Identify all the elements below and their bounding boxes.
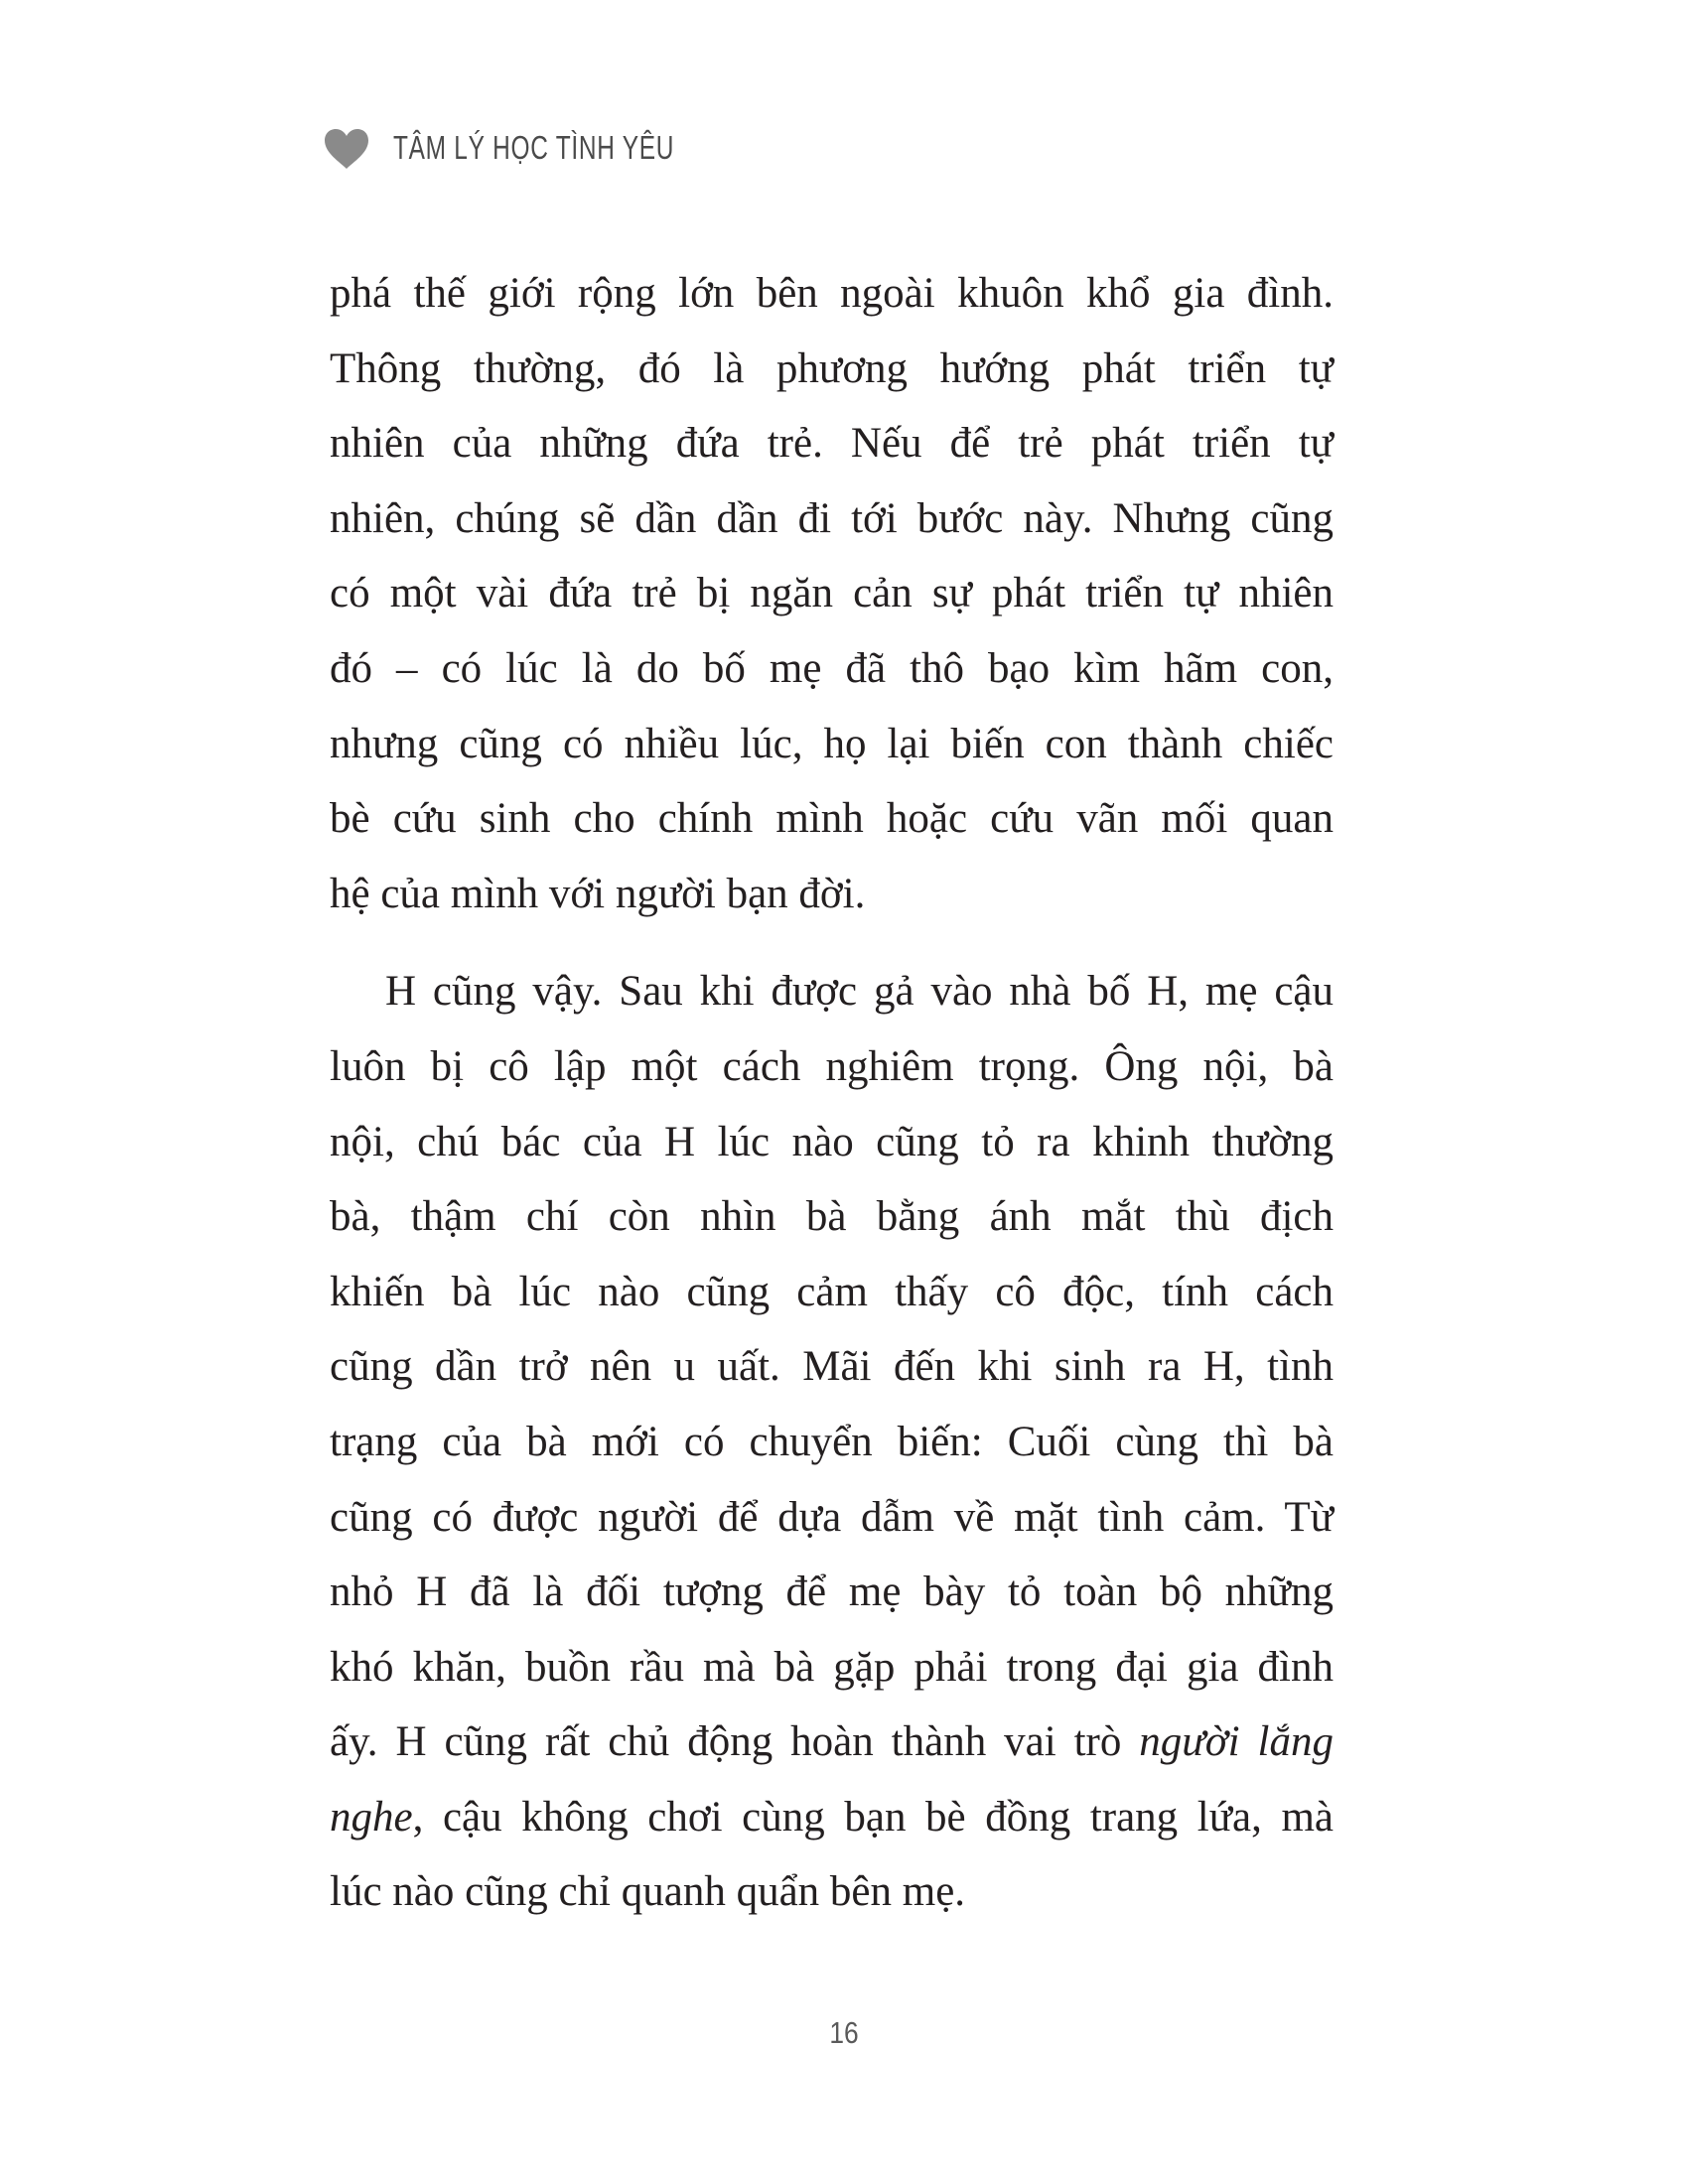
text-line: khiến bà lúc nào cũng cảm thấy cô độc, tính cách — [330, 1268, 1334, 1315]
text-line: Thông thường, đó là phương hướng phát triển tự — [330, 344, 1334, 392]
text-line: nội, chú bác của H lúc nào cũng tỏ ra khinh thường — [330, 1118, 1334, 1165]
text-run: ấy. H cũng rất chủ động hoàn thành vai trò — [330, 1718, 1140, 1766]
text-line: bè cứu sinh cho chính mình hoặc cứu vãn mối quan — [330, 795, 1334, 843]
text-line: nhưng cũng có nhiều lúc, họ lại biến con thành chiếc — [330, 720, 1334, 767]
text-line: cũng dần trở nên u uất. Mãi đến khi sinh ra H, tình — [330, 1343, 1334, 1391]
text-line: lúc nào cũng chỉ quanh quẩn bên mẹ. — [330, 1868, 966, 1916]
text-line: trạng của bà mới có chuyển biến: Cuối cùng thì bà — [330, 1418, 1334, 1465]
italic-term: người lắng — [1139, 1718, 1334, 1766]
text-run: , cậu không chơi cùng bạn bè đồng trang lứa, mà — [412, 1793, 1334, 1841]
text-line: cũng có được người để dựa dẫm về mặt tình cảm. Từ — [330, 1493, 1334, 1541]
italic-term: nghe — [330, 1793, 413, 1841]
text-line — [330, 1705, 1334, 1780]
text-line: bà, thậm chí còn nhìn bà bằng ánh mắt thù địch — [330, 1193, 1334, 1241]
text-line: khó khăn, buồn rầu mà bà gặp phải trong đại gia đình — [330, 1643, 1334, 1691]
paragraph-2 — [330, 954, 1334, 1930]
text-line: luôn bị cô lập một cách nghiêm trọng. Ông nội, bà — [330, 1042, 1334, 1090]
text-line: nhỏ H đã là đối tượng để mẹ bày tỏ toàn bộ những — [330, 1569, 1334, 1616]
text-line: nhiên, chúng sẽ dần dần đi tới bước này. Nhưng cũng — [330, 494, 1334, 542]
heart-icon — [324, 128, 369, 170]
body-text — [330, 256, 1334, 1930]
text-line: phá thế giới rộng lớn bên ngoài khuôn khổ gia đình. — [330, 270, 1334, 317]
text-line: có một vài đứa trẻ bị ngăn cản sự phát triển tự nhiên — [330, 570, 1334, 617]
text-line: nhiên của những đứa trẻ. Nếu để trẻ phát triển tự — [330, 420, 1334, 468]
paragraph-1 — [330, 256, 1334, 931]
text-line: đó – có lúc là do bố mẹ đã thô bạo kìm hãm con, — [330, 644, 1334, 692]
page-number: 16 — [829, 2015, 859, 2050]
book-title: TÂM LÝ HỌC TÌNH YÊU — [393, 129, 675, 166]
text-line: H cũng vậy. Sau khi được gả vào nhà bố H, mẹ cậu — [385, 968, 1334, 1016]
text-line — [330, 1780, 1334, 1855]
text-line: hệ của mình với người bạn đời. — [330, 870, 866, 917]
running-header — [324, 126, 675, 172]
